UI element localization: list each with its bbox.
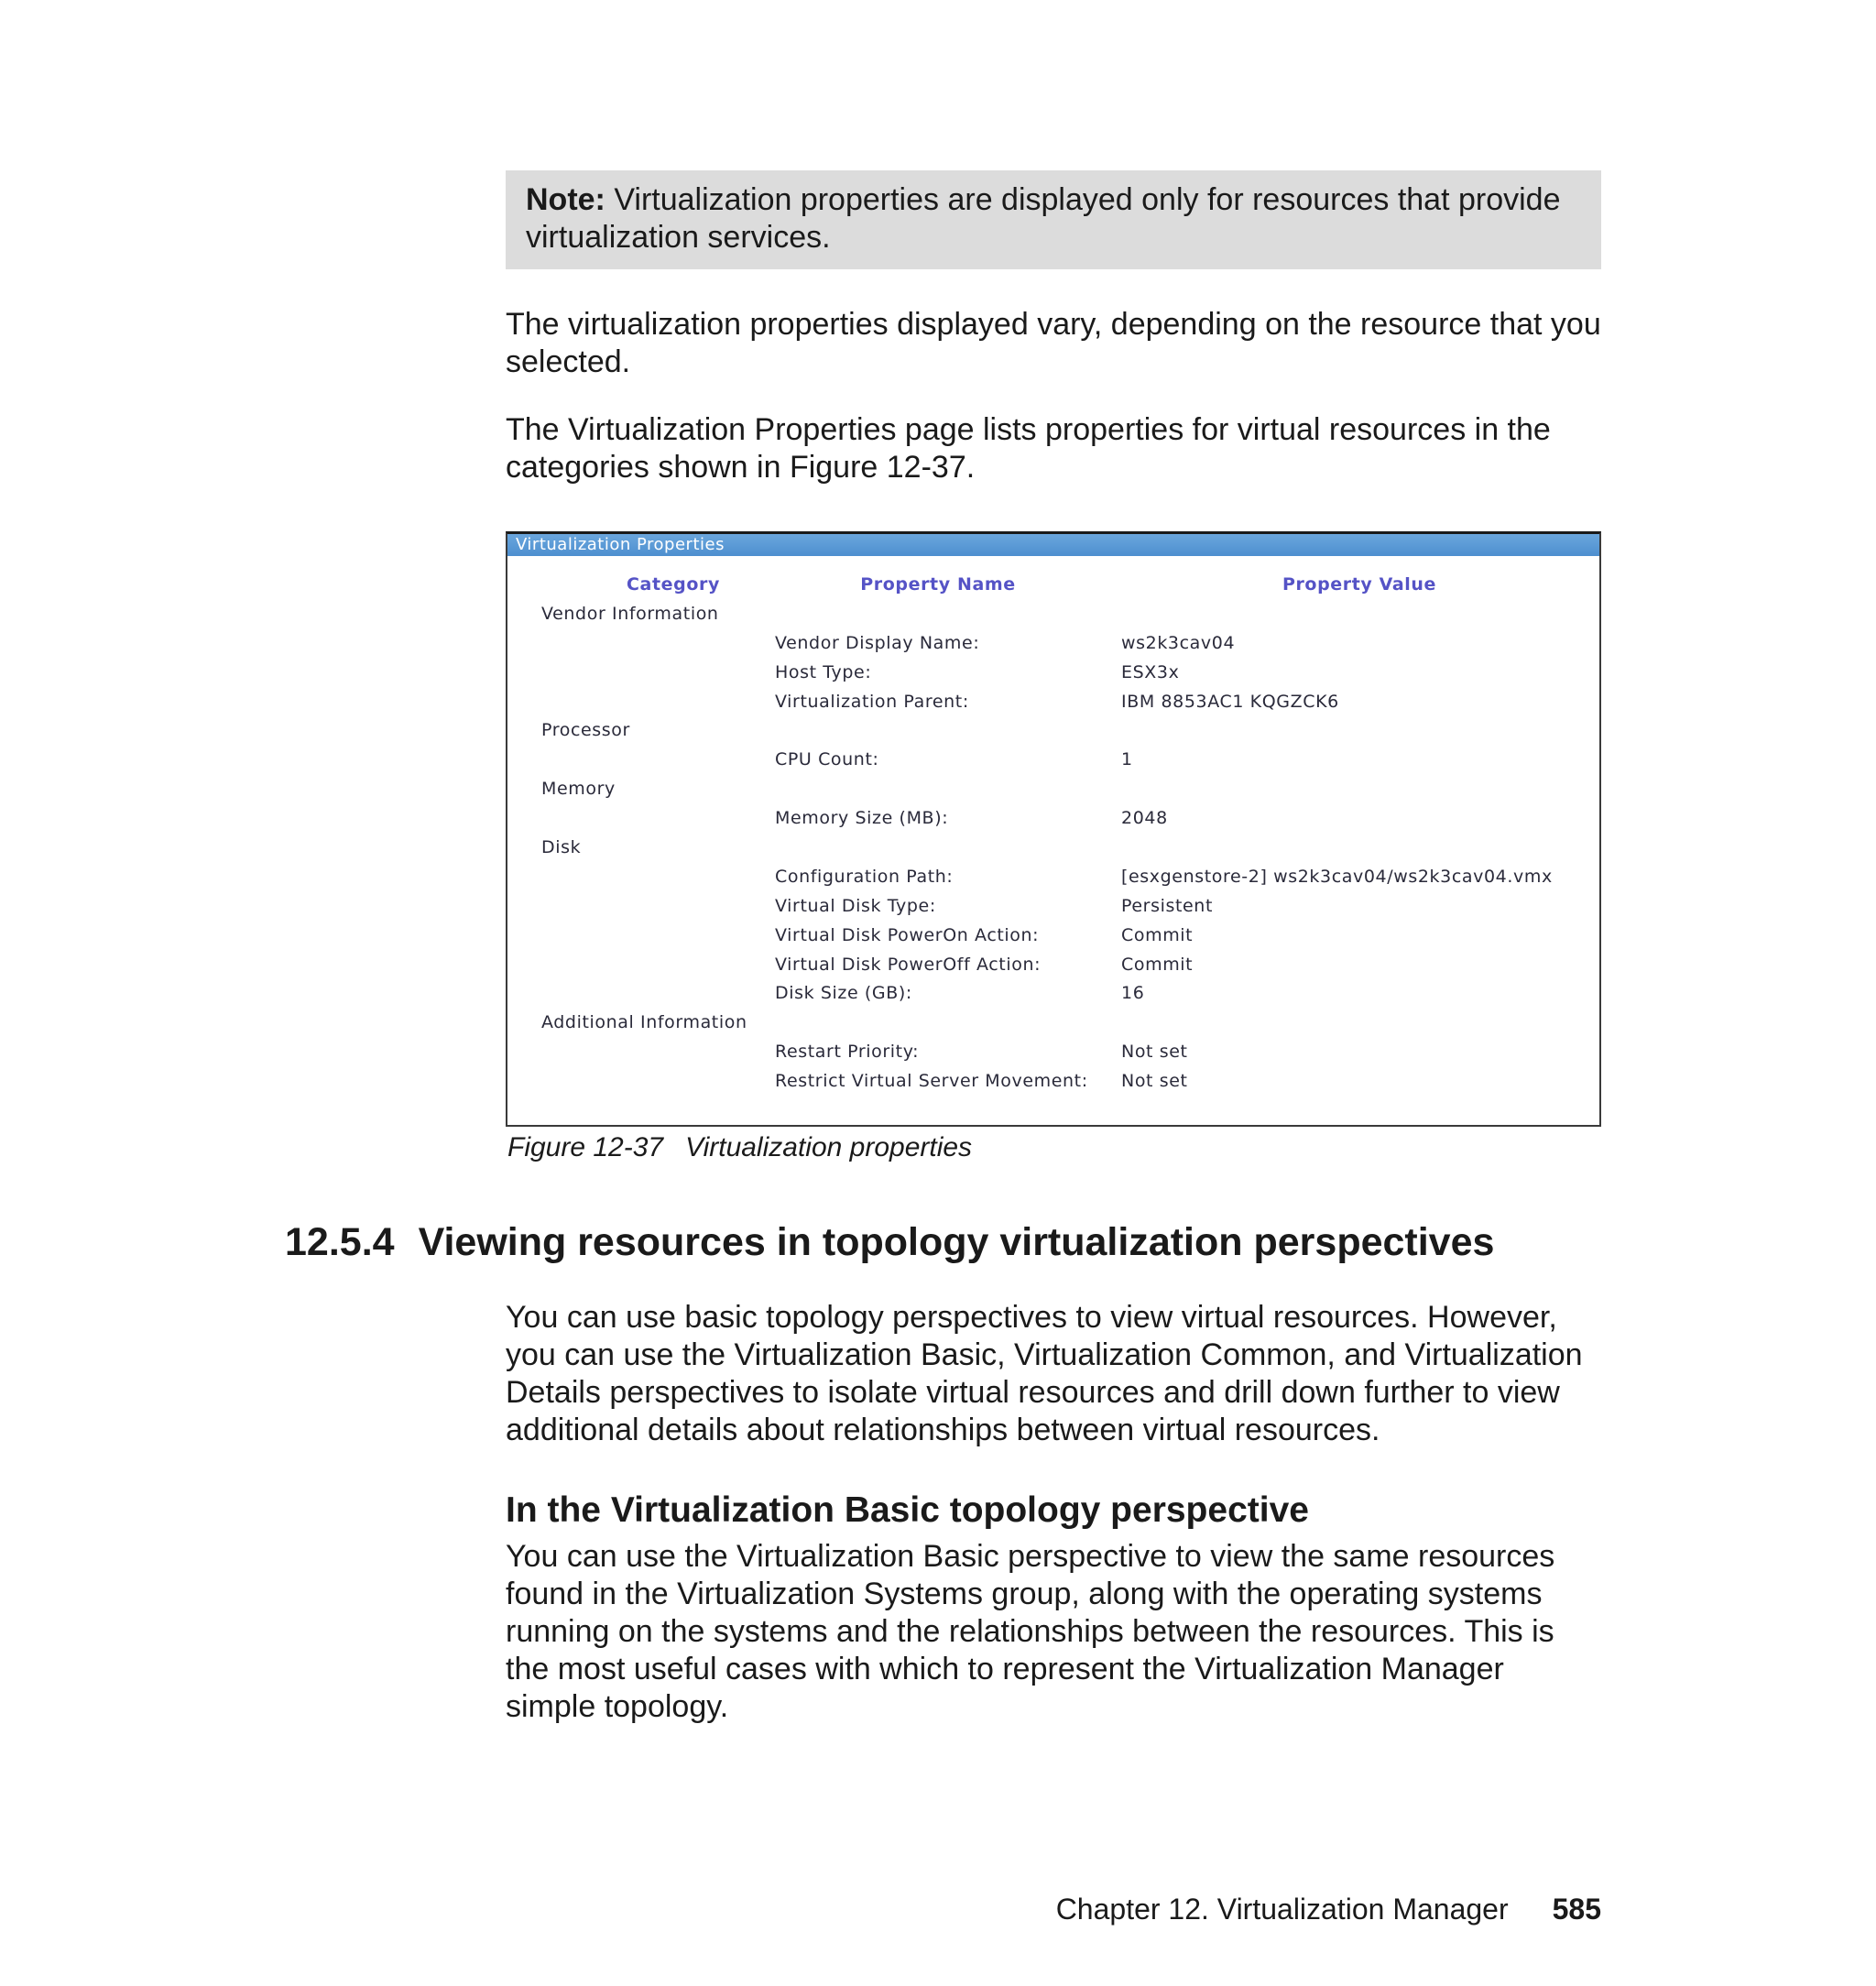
figure-number: Figure 12-37 [507, 1132, 664, 1162]
table-body [507, 600, 1599, 1097]
table-header-row [507, 571, 1599, 600]
row-property-value: Persistent [1121, 895, 1213, 916]
table-row [507, 804, 1599, 834]
row-property-name: Host Type: [775, 661, 872, 682]
note-box [506, 170, 1601, 269]
header-property-name[interactable]: Property Name [860, 574, 1016, 595]
row-property-value: Commit [1121, 954, 1194, 975]
table-row [507, 951, 1599, 980]
row-property-name: Vendor Display Name: [775, 632, 980, 653]
table-row [507, 922, 1599, 951]
section-title: Viewing resources in topology virtualization perspectives [418, 1220, 1495, 1264]
section-number: 12.5.4 [285, 1220, 395, 1264]
row-property-value: Commit [1121, 924, 1194, 945]
row-property-name: Restart Priority: [775, 1042, 920, 1063]
paragraph-basic-perspective: You can use the Virtualization Basic perspective to view the same resources found in the Virtualization Systems group, along with the operating systems running on the systems and the relationships between the resources. This is the most useful cases with which to represent the Virtualization Manager simple topology. [506, 1539, 1555, 1724]
row-property-name: Virtualization Parent: [775, 691, 969, 712]
row-category: Disk [541, 837, 582, 858]
row-category: Processor [541, 720, 630, 741]
row-property-name: Virtual Disk PowerOn Action: [775, 924, 1040, 945]
row-property-name: Memory Size (MB): [775, 808, 949, 829]
virtualization-properties-panel [506, 531, 1601, 1127]
row-property-value: IBM 8853AC1 KQGZCK6 [1121, 691, 1339, 712]
table-row [507, 834, 1599, 863]
note-text: Virtualization properties are displayed only for resources that provide virtualization services. [526, 182, 1561, 255]
row-property-name: Disk Size (GB): [775, 983, 912, 1004]
properties-table [507, 571, 1599, 1097]
note-label: Note: [526, 182, 605, 217]
section-heading [285, 1218, 1494, 1266]
row-property-value: ws2k3cav04 [1121, 632, 1236, 653]
table-row [507, 775, 1599, 804]
table-row [507, 746, 1599, 775]
table-row [507, 892, 1599, 922]
row-property-value: 1 [1121, 749, 1133, 770]
table-row [507, 659, 1599, 688]
table-row [507, 716, 1599, 746]
row-property-value: 2048 [1121, 808, 1168, 829]
row-category: Additional Information [541, 1012, 747, 1033]
header-category[interactable]: Category [627, 574, 720, 595]
table-row [507, 863, 1599, 892]
subsection-heading: In the Virtualization Basic topology perspective [506, 1490, 1309, 1530]
paragraph-perspectives: You can use basic topology perspectives to view virtual resources. However, you can use the Virtualization Basic, Virtualization Common, and Virtualization Details perspectives to isolate virtual resources and drill down further to view additional details about relationships between virtual resources. [506, 1300, 1583, 1447]
paragraph-categories: The Virtualization Properties page lists properties for virtual resources in the categories shown in Figure 12-37. [506, 412, 1551, 485]
row-property-name: Virtual Disk PowerOff Action: [775, 954, 1042, 975]
paragraph-intro: The virtualization properties displayed vary, depending on the resource that you selected. [506, 307, 1601, 379]
page-footer [1056, 1891, 1601, 1927]
row-property-name: Configuration Path: [775, 866, 954, 887]
page-number: 585 [1552, 1893, 1601, 1926]
footer-chapter: Chapter 12. Virtualization Manager [1055, 1893, 1509, 1926]
row-property-name: Restrict Virtual Server Movement: [775, 1071, 1088, 1092]
table-row [507, 1038, 1599, 1067]
table-row [507, 688, 1599, 717]
table-row [507, 1067, 1599, 1097]
row-property-value: [esxgenstore-2] ws2k3cav04/ws2k3cav04.vmx [1121, 866, 1553, 887]
table-row [507, 629, 1599, 659]
figure-caption [507, 1131, 972, 1164]
row-property-value: Not set [1121, 1042, 1188, 1063]
table-row [507, 1009, 1599, 1038]
row-property-value: 16 [1121, 983, 1145, 1004]
row-property-value: ESX3x [1121, 661, 1180, 682]
row-property-name: Virtual Disk Type: [775, 895, 936, 916]
table-row [507, 600, 1599, 629]
panel-title: Virtualization Properties [507, 534, 1599, 556]
header-property-value[interactable]: Property Value [1282, 574, 1437, 595]
figure-title: Virtualization properties [685, 1132, 973, 1162]
table-row [507, 979, 1599, 1009]
row-category: Vendor Information [541, 603, 719, 624]
row-property-value: Not set [1121, 1071, 1188, 1092]
row-property-name: CPU Count: [775, 749, 879, 770]
row-category: Memory [541, 779, 616, 800]
